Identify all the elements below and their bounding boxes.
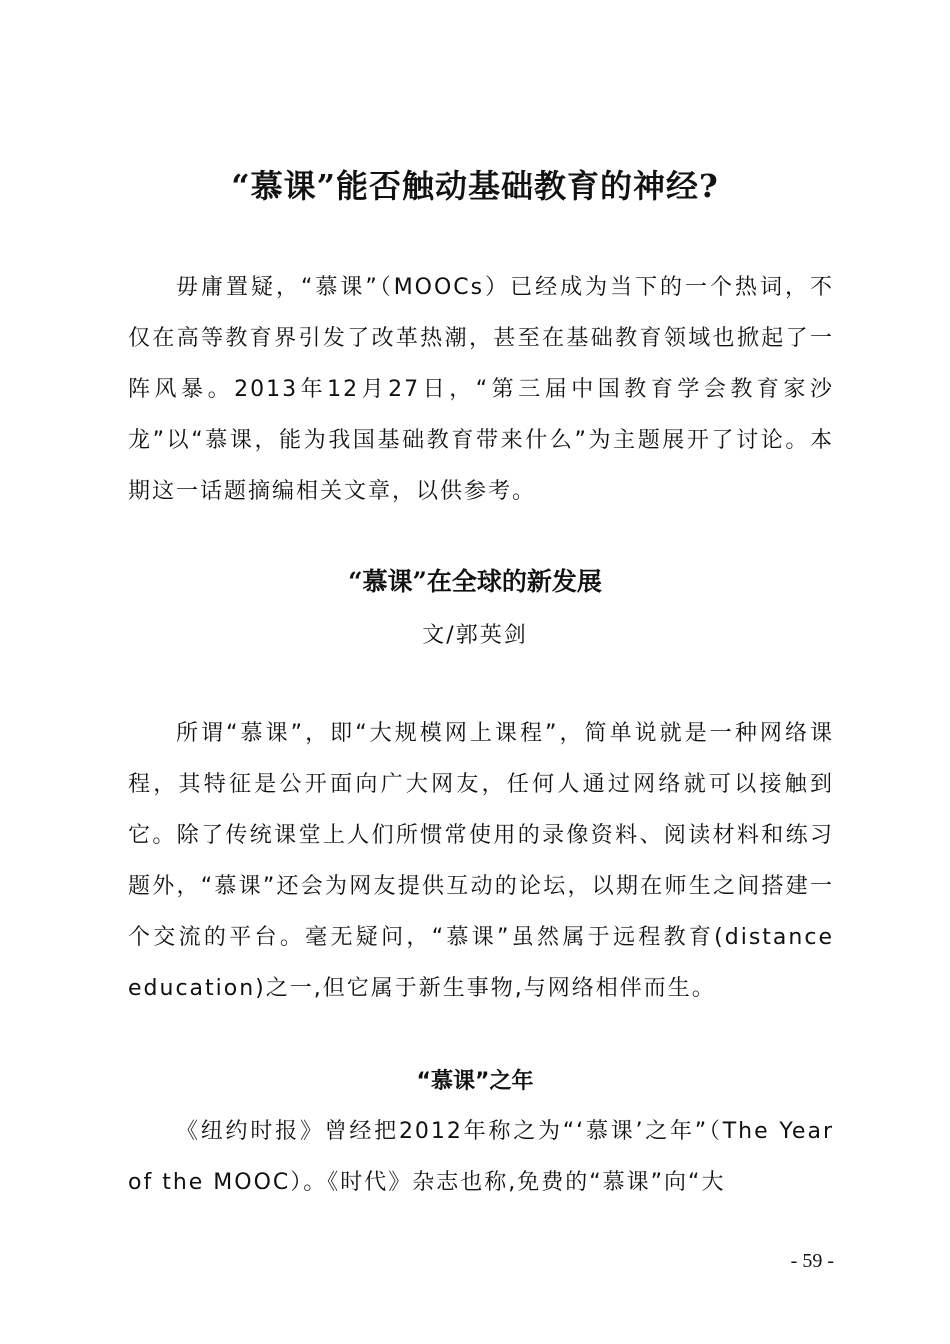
author-byline: 文/郭英剑 [422,623,528,648]
section-title: “慕课”在全球的新发展 [348,567,602,596]
subheading: “慕课”之年 [416,1069,534,1094]
body-paragraph: 所谓“慕课”，即“大规模网上课程”，简单说就是一种网络课程，其特征是公开面向广大网友，任何人通过网络就可以接触到它。除了传统课堂上人们所惯常使用的录像资料、阅读材料和练习题外，“慕课”还会为网友提供互动的论坛，以期在师生之间搭建一个交流的平台。毫无疑问，“慕课”虽然属于远程教育(distance education)之一,但它属于新生事物,与网络相伴而生。 [128,721,834,1001]
intro-paragraph: 毋庸置疑，“慕课”（MOOCs）已经成为当下的一个热词，不仅在高等教育界引发了改革热潮，甚至在基础教育领域也掀起了一阵风暴。2013年12月27日，“第三届中国教育学会教育家沙龙”以“慕课，能为我国基础教育带来什么”为主题展开了讨论。本期这一话题摘编相关文章，以供参考。 [128,275,834,504]
article-title: “慕课”能否触动基础教育的神经? [231,167,719,205]
body-paragraph-continued: 《纽约时报》曾经把2012年称之为“‘慕课’之年”（The Year of the MOOC）。《时代》杂志也称,免费的“慕课”向“大 [128,1119,834,1195]
page-number: - 59 - [790,1250,834,1272]
